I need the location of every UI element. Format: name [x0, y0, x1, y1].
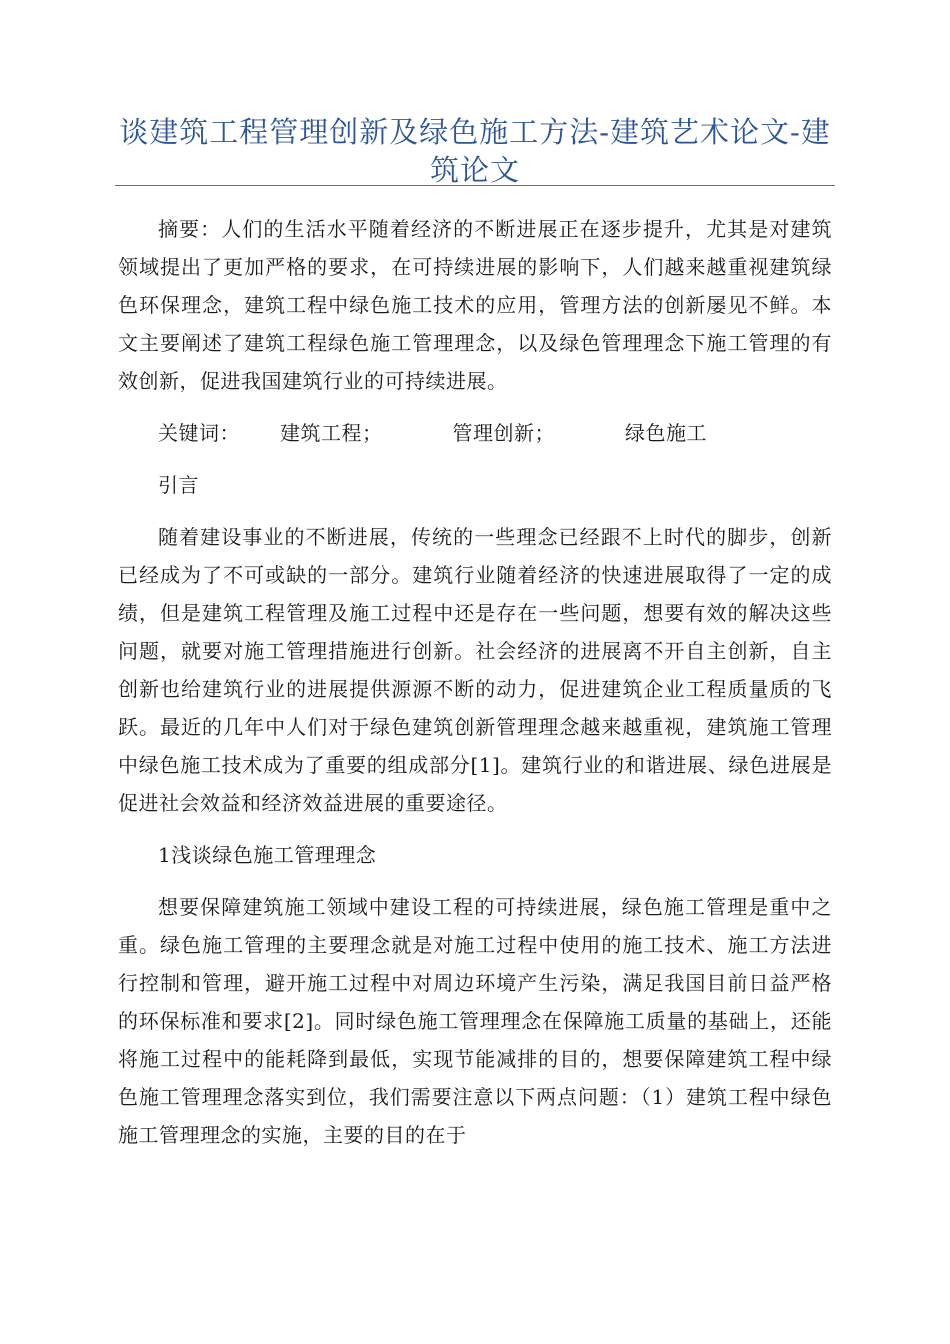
- section-1-heading: 1浅谈绿色施工管理理念: [158, 843, 377, 867]
- intro-paragraph: 随着建设事业的不断进展，传统的一些理念已经跟不上时代的脚步，创新已经成为了不可或缺的一部分。建筑行业随着经济的快速进展取得了一定的成绩，但是建筑工程管理及施工过程中还是存在一些问题，想要有效的解决这些问题，就要对施工管理措施进行创新。社会经济的进展离不开自主创新，自主创新也给建筑行业的进展提供源源不断的动力，促进建筑企业工程质量质的飞跃。最近的几年中人们对于绿色建筑创新管理理念越来越重视，建筑施工管理中绿色施工技术成为了重要的组成部分[1]。建筑行业的和谐进展、绿色进展是促进社会效益和经济效益进展的重要途径。: [118, 525, 832, 815]
- keyword-item: 管理创新；: [452, 421, 555, 445]
- abstract-paragraph: 摘要：人们的生活水平随着经济的不断进展正在逐步提升，尤其是对建筑领域提出了更加严格的要求，在可持续进展的影响下，人们越来越重视建筑绿色环保理念，建筑工程中绿色施工技术的应用，管理方法的创新屡见不鲜。本文主要阐述了建筑工程绿色施工管理理念，以及绿色管理理念下施工管理的有效创新，促进我国建筑行业的可持续进展。: [118, 217, 832, 393]
- keywords-line: [118, 414, 832, 452]
- keyword-item: 建筑工程；: [280, 421, 383, 445]
- keyword-item: 绿色施工: [625, 421, 707, 445]
- intro-heading: 引言: [158, 473, 199, 497]
- document-body: [118, 210, 832, 1154]
- keywords-label: 关键词：: [158, 421, 240, 445]
- document-title: 谈建筑工程管理创新及绿色施工方法-建筑艺术论文-建筑论文: [119, 115, 831, 187]
- title-divider: [115, 185, 835, 186]
- section-1-paragraph: 想要保障建筑施工领域中建设工程的可持续进展，绿色施工管理是重中之重。绿色施工管理的主要理念就是对施工过程中使用的施工技术、施工方法进行控制和管理，避开施工过程中对周边环境产生污染，满足我国目前日益严格的环保标准和要求[2]。同时绿色施工管理理念在保障施工质量的基础上，还能将施工过程中的能耗降到最低，实现节能减排的目的，想要保障建筑工程中绿色施工管理理念落实到位，我们需要注意以下两点问题：（1）建筑工程中绿色施工管理理念的实施，主要的目的在于: [118, 895, 832, 1147]
